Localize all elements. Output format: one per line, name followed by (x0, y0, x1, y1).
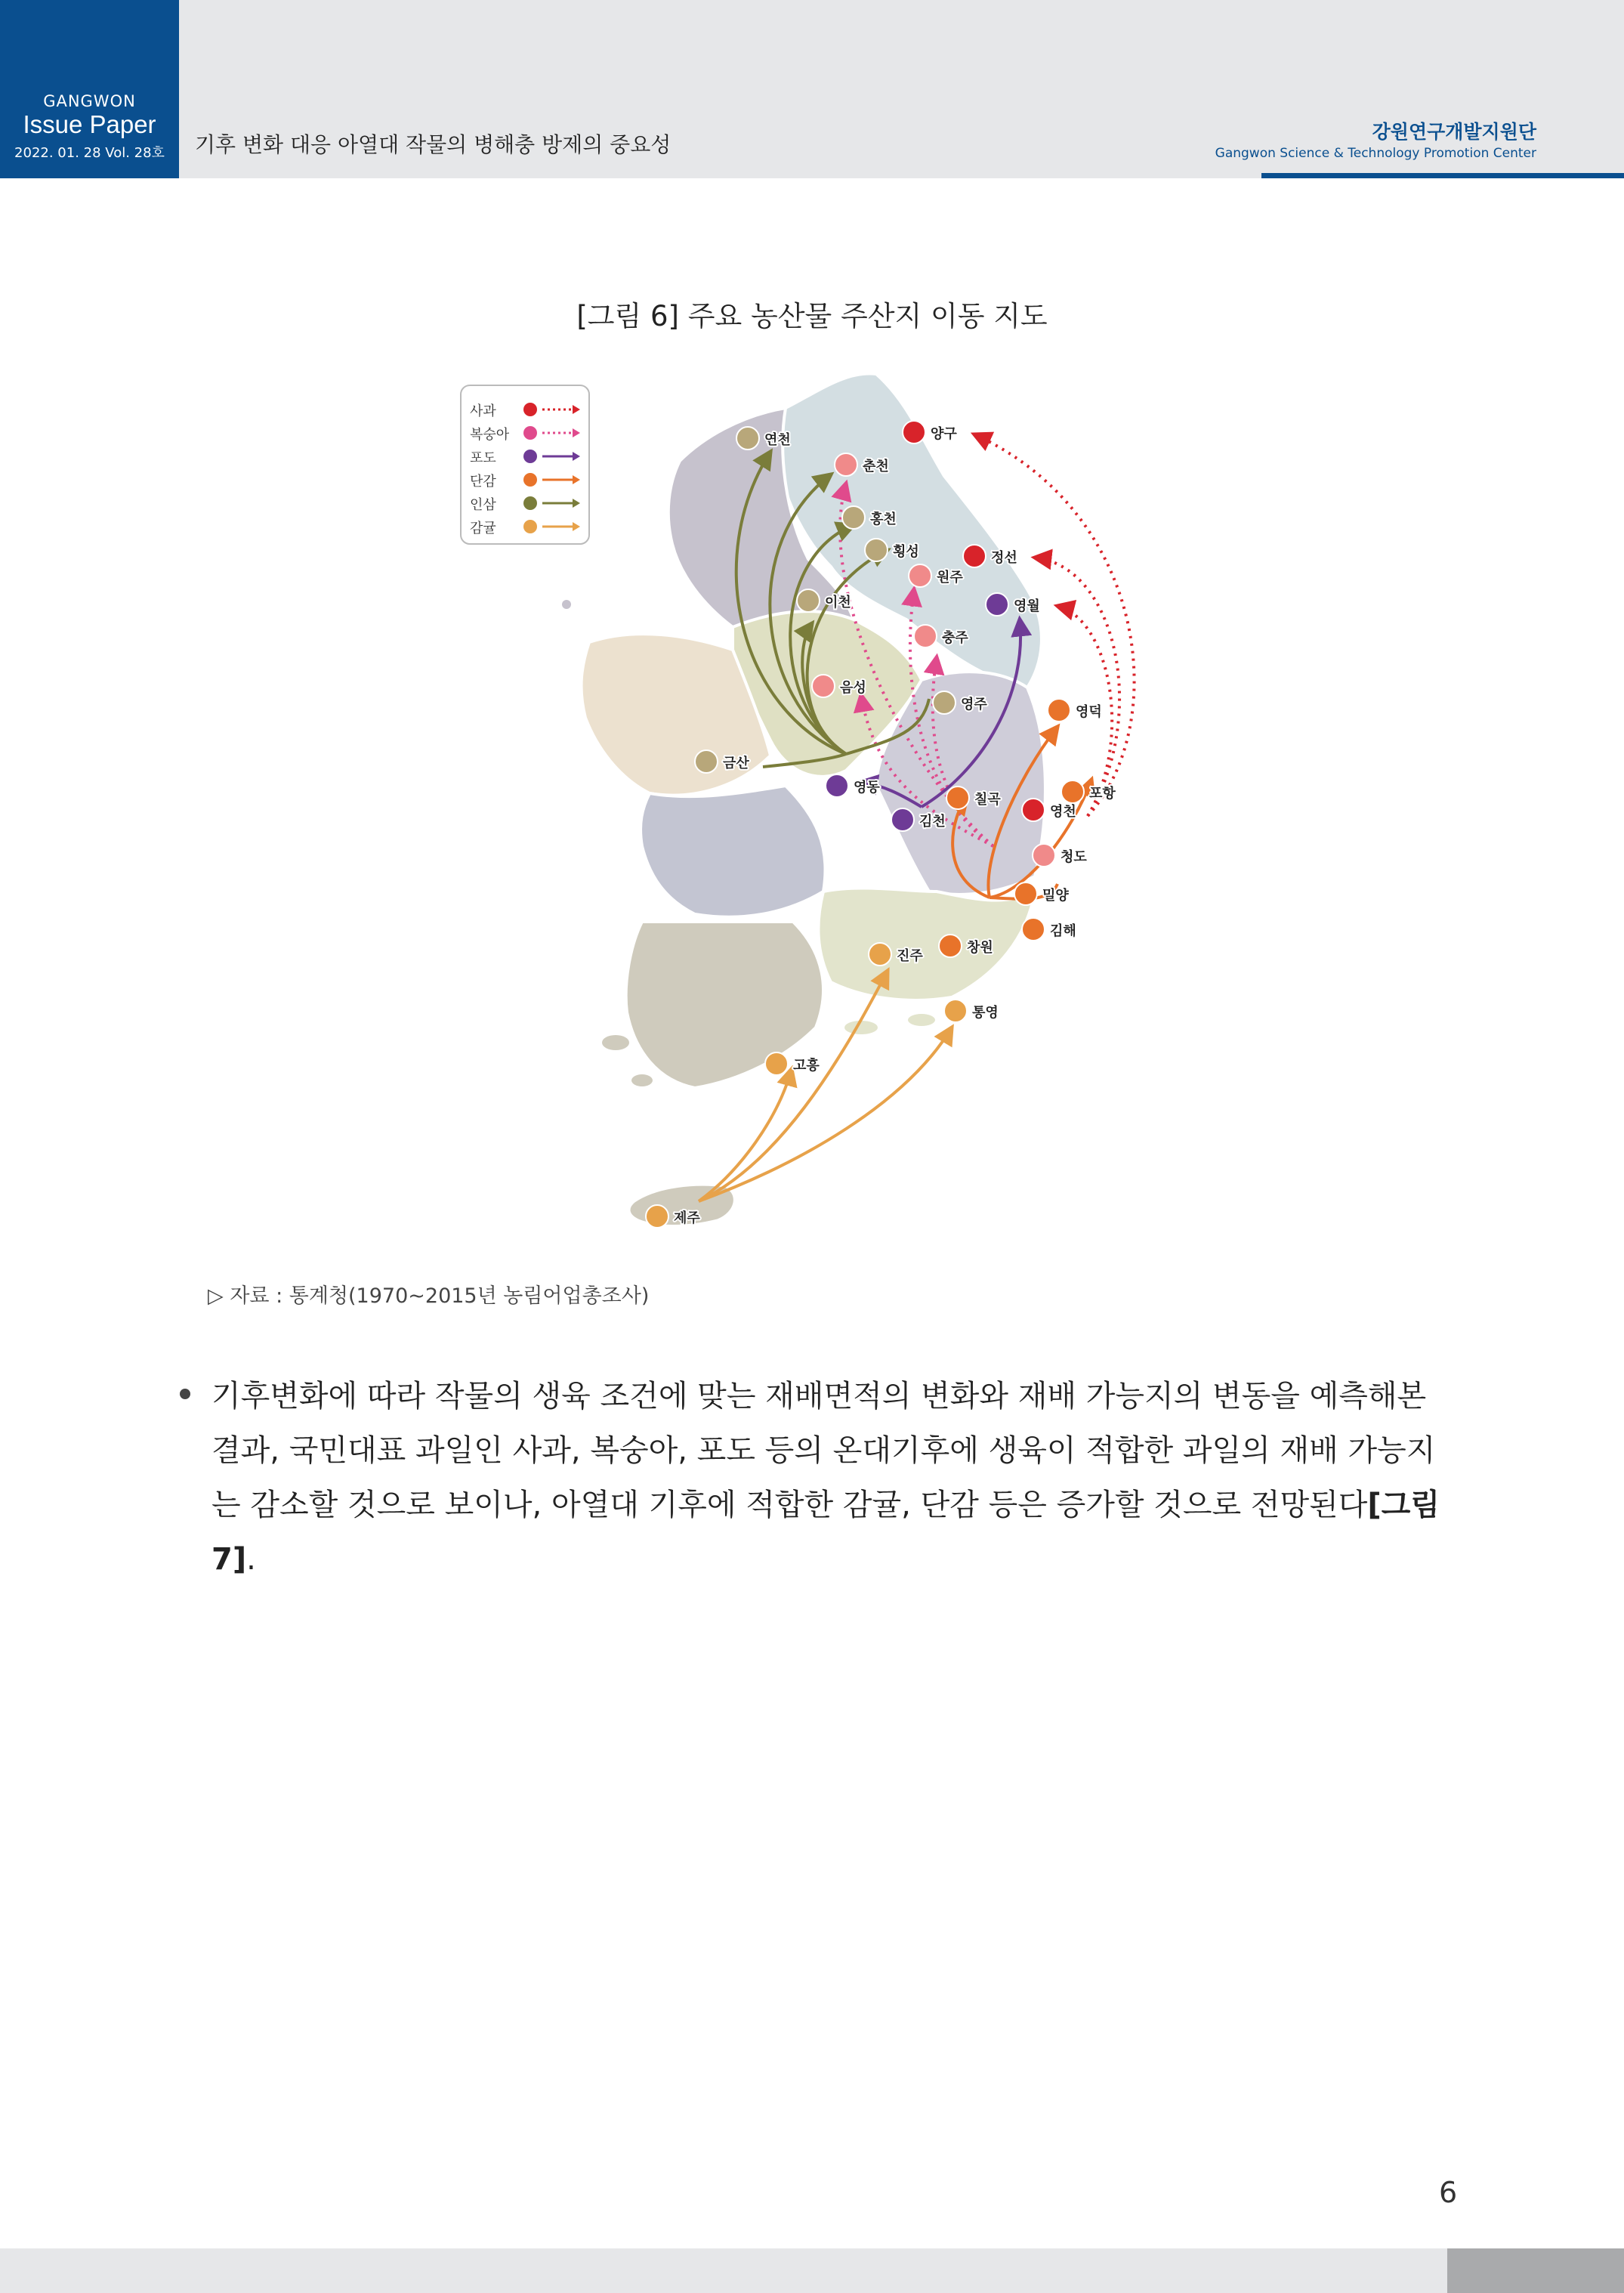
legend-label: 인삼 (470, 497, 496, 513)
bullet-point (180, 1389, 190, 1399)
legend-crop-icon (523, 426, 537, 440)
crop-icon (903, 421, 925, 443)
figure-reference: [그림 7] (211, 1488, 1440, 1577)
crop-icon (914, 625, 937, 647)
place-label: 음성 (840, 680, 866, 696)
island-shape (908, 1014, 935, 1026)
arrow-apple (1035, 558, 1119, 816)
place-marker (1014, 882, 1069, 905)
place-label: 이천 (825, 595, 851, 610)
crop-icon (1048, 699, 1070, 722)
place-marker (826, 774, 880, 797)
region-jeonbuk (641, 786, 826, 917)
place-label: 금산 (723, 756, 749, 771)
body-paragraph (211, 1369, 1450, 1587)
place-label: 통영 (972, 1005, 999, 1021)
place-label: 영덕 (1076, 704, 1102, 720)
place-label: 정선 (991, 550, 1017, 566)
crop-icon (1022, 918, 1045, 941)
place-label: 충주 (942, 630, 968, 646)
figure-source-note: ▷ 자료 : 통계청(1970~2015년 농림어업총조사) (208, 1284, 650, 1308)
legend-label: 복숭아 (470, 427, 510, 443)
crop-icon (826, 774, 848, 797)
place-marker (944, 1000, 999, 1022)
page-footer-accent (1447, 2248, 1624, 2293)
place-label: 춘천 (863, 459, 889, 474)
page-number: 6 (1439, 2176, 1458, 2209)
place-label: 영주 (961, 697, 987, 712)
crop-icon (736, 427, 759, 450)
place-label: 양구 (931, 426, 957, 442)
organization-name-korean: 강원연구개발지원단 (1372, 121, 1536, 143)
crop-icon (1061, 780, 1084, 803)
legend-crop-icon (523, 496, 537, 510)
island-shape (631, 1074, 653, 1086)
crop-icon (765, 1052, 788, 1075)
crop-icon (1033, 844, 1055, 867)
place-label: 원주 (937, 570, 963, 586)
paragraph-text: 기후변화에 따라 작물의 생육 조건에 맞는 재배면적의 변화와 재배 가능지의 변동을 예측해본 결과, 국민대표 과일인 사과, 복숭아, 포도 등의 온대기후에 생육이 적합한 과일의 재배 가능지는 감소할 것으로 보이나, 아열대 기후에 적합한 감귤, 단감 등은 증가할 것으로 전망된다 (211, 1379, 1436, 1522)
island-shape (562, 600, 571, 609)
place-label: 김천 (919, 814, 946, 830)
place-label: 김해 (1050, 923, 1076, 939)
paragraph-end: . (246, 1542, 256, 1577)
place-label: 연천 (764, 432, 791, 448)
crop-icon (797, 589, 820, 612)
crop-icon (909, 564, 931, 587)
crop-icon (891, 808, 914, 831)
crop-icon (812, 675, 835, 697)
crop-icon (695, 750, 718, 773)
header-accent-line (1261, 173, 1624, 178)
region-gyeongnam (818, 888, 1035, 1000)
crop-icon (865, 539, 888, 561)
legend-crop-icon (523, 520, 537, 533)
brand-top-text: GANGWON (43, 92, 136, 110)
crop-icon (939, 935, 962, 957)
place-label: 칠곡 (974, 792, 1001, 808)
organization-name-english: Gangwon Science & Technology Promotion Center (1215, 146, 1536, 161)
place-label: 제주 (674, 1210, 700, 1226)
page-header (0, 0, 1624, 178)
place-marker (1033, 844, 1087, 867)
crop-icon (933, 691, 956, 714)
island-shape (602, 1035, 629, 1050)
crop-icon (1022, 799, 1045, 821)
brand-date-text: 2022. 01. 28 Vol. 28호 (14, 145, 165, 161)
document-title: 기후 변화 대응 아열대 작물의 병해충 방제의 중요성 (195, 132, 672, 157)
issue-paper-brand (0, 0, 179, 178)
place-label: 진주 (897, 948, 923, 964)
crop-icon (646, 1205, 668, 1228)
page-footer-bar (0, 2248, 1447, 2293)
place-label: 고흥 (793, 1058, 820, 1074)
place-marker (765, 1052, 820, 1075)
place-label: 포항 (1089, 786, 1116, 802)
legend-label: 사과 (470, 403, 496, 419)
place-label: 밀양 (1042, 888, 1069, 904)
legend-label: 단감 (470, 474, 496, 490)
legend-label: 포도 (470, 450, 496, 466)
brand-main-text: Issue Paper (23, 110, 156, 138)
place-label: 횡성 (893, 544, 919, 560)
place-label: 영월 (1014, 598, 1040, 614)
place-marker (903, 421, 957, 443)
place-label: 영천 (1050, 804, 1076, 820)
place-label: 청도 (1061, 849, 1087, 865)
legend-crop-icon (523, 450, 537, 463)
crop-icon (842, 506, 865, 529)
place-label: 영동 (854, 780, 880, 796)
crop-icon (944, 1000, 967, 1022)
legend-crop-icon (523, 403, 537, 416)
crop-icon (963, 545, 986, 567)
crop-icon (1014, 882, 1037, 905)
crop-icon (835, 453, 857, 476)
place-label: 창원 (967, 940, 993, 956)
island-shape (844, 1021, 878, 1034)
crop-icon (946, 786, 969, 809)
place-marker (1022, 918, 1076, 941)
crop-icon (986, 593, 1008, 616)
place-label: 홍천 (870, 511, 897, 527)
crop-migration-map (453, 363, 1178, 1250)
legend-crop-icon (523, 473, 537, 487)
figure-title: [그림 6] 주요 농산물 주산지 이동 지도 (576, 300, 1048, 332)
place-marker (1048, 699, 1102, 722)
crop-icon (869, 943, 891, 966)
legend-label: 감귤 (470, 521, 496, 536)
